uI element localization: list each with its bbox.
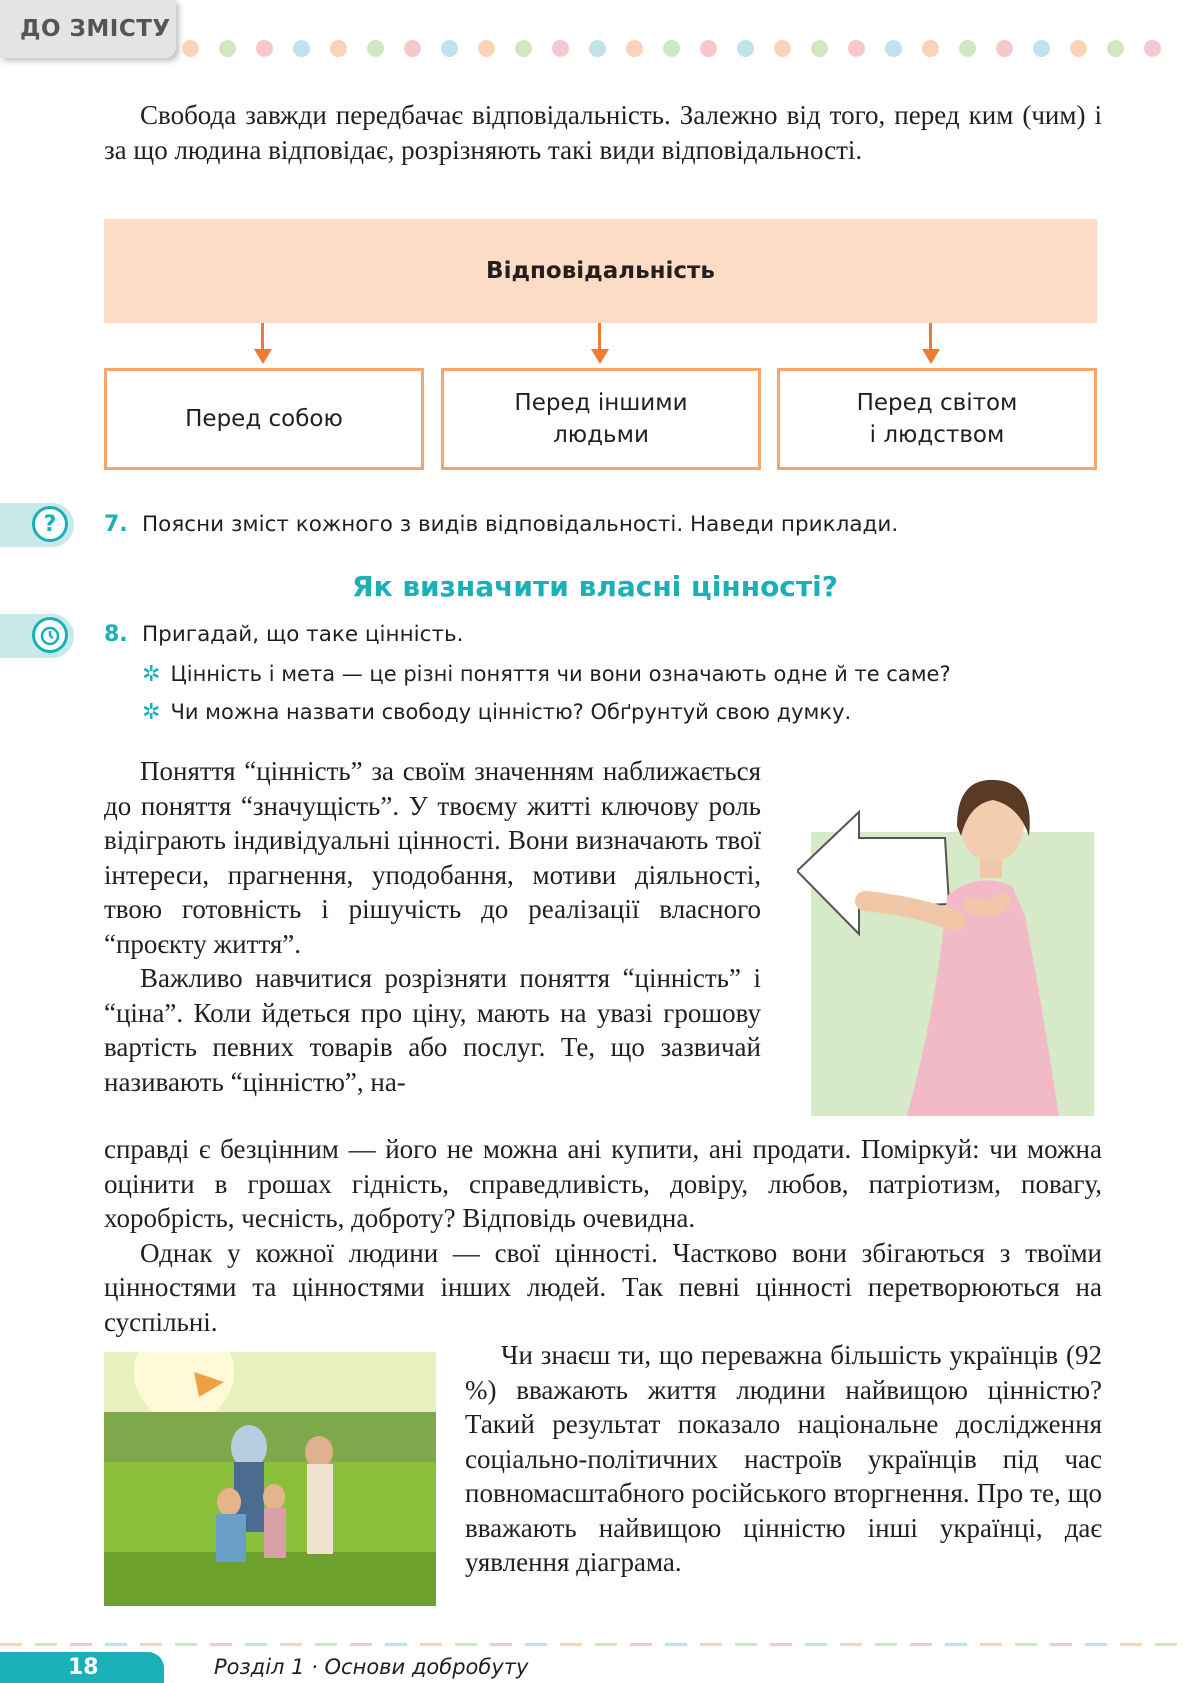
scheme-title: Відповідальність bbox=[104, 219, 1097, 323]
footer-dash-segment bbox=[280, 1643, 302, 1646]
footer-dash-segment bbox=[1155, 1643, 1177, 1646]
decorative-dot bbox=[515, 40, 532, 57]
decorative-dot bbox=[219, 40, 236, 57]
decorative-dot bbox=[256, 40, 273, 57]
footer-divider bbox=[0, 1643, 1190, 1647]
decorative-dot bbox=[1033, 40, 1050, 57]
footer-dash-segment bbox=[70, 1643, 92, 1646]
decorative-dot bbox=[700, 40, 717, 57]
footer-dash-segment bbox=[1085, 1643, 1107, 1646]
box-line: Перед світом bbox=[856, 390, 1018, 416]
footer-dash-segment bbox=[525, 1643, 547, 1646]
scheme-box-self bbox=[104, 368, 424, 470]
family-in-park-photo bbox=[104, 1352, 436, 1606]
box-line: і людством bbox=[869, 422, 1005, 448]
footer-dash-segment bbox=[735, 1643, 757, 1646]
footer-dash-segment bbox=[1120, 1643, 1142, 1646]
timer-icon bbox=[32, 617, 68, 653]
bullet-item bbox=[142, 700, 851, 725]
decorative-dot bbox=[626, 40, 643, 57]
fact-block bbox=[465, 1338, 1102, 1580]
footer-dash-segment bbox=[385, 1643, 407, 1646]
footer-dash-segment bbox=[805, 1643, 827, 1646]
footer-dash-segment bbox=[245, 1643, 267, 1646]
footer-dash-segment bbox=[455, 1643, 477, 1646]
decorative-dot bbox=[367, 40, 384, 57]
body-paragraph: справді є безцінним — його не можна ані купити, ані продати. Поміркуй: чи можна оцінити в грошах гідність, справедливість, довіру, любов, патріотизм, повагу, хоробрість, чесність, доброту? Відповідь очевидна. bbox=[104, 1134, 1102, 1233]
scheme-box-world bbox=[777, 368, 1097, 470]
footer-dash-segment bbox=[0, 1643, 22, 1646]
footer-dash-segment bbox=[910, 1643, 932, 1646]
footer-dash-segment bbox=[210, 1643, 232, 1646]
decorative-dot bbox=[441, 40, 458, 57]
girl-with-arrow-photo bbox=[797, 776, 1094, 1116]
footer-dash-segment bbox=[350, 1643, 372, 1646]
body-fullwidth bbox=[104, 1132, 1102, 1339]
footer-dash-segment bbox=[840, 1643, 862, 1646]
bullet-text: Цінність і мета — це різні поняття чи вони означають одне й те саме? bbox=[170, 662, 951, 686]
footer-dash-segment bbox=[665, 1643, 687, 1646]
decorative-dot bbox=[478, 40, 495, 57]
footer-dash-segment bbox=[175, 1643, 197, 1646]
question-number: 7. bbox=[104, 512, 128, 537]
footer-dash-segment bbox=[105, 1643, 127, 1646]
body-paragraph: Чи знаєш ти, що переважна більшість українців (92 %) вважають життя людини найвищою цінністю? Такий результат показало національне дослідження соціально-політичних настроїв українців під час повномасштабного російського вторгнення. Про те, що вважають найвищою цінністю інші українці, дає уявлення діаграма. bbox=[465, 1340, 1102, 1577]
decorative-dot bbox=[996, 40, 1013, 57]
body-paragraph: Важливо навчитися розрізняти поняття “цінність” і “ціна”. Коли йдеться про ціну, мають на увазі грошову вартість певних товарів або послуг. Те, що зазвичай називають “цінністю”, на- bbox=[104, 963, 761, 1097]
question-text: Пригадай, що таке цінність. bbox=[142, 622, 464, 647]
question-text: Поясни зміст кожного з видів відповідальності. Наведи приклади. bbox=[142, 512, 899, 537]
box-line: Перед іншими bbox=[514, 390, 688, 416]
question-number: 8. bbox=[104, 622, 128, 647]
footer-dash-segment bbox=[1050, 1643, 1072, 1646]
body-paragraph: Поняття “цінність” за своїм значенням наближається до поняття “значущість”. У твоєму житті ключову роль відіграють індивідуальні цінності. Вони визначають твої інтереси, прагнення, уподобання, мотиви діяльності, твою готовність і рішучість до реалізації власного “проєкту життя”. bbox=[104, 756, 761, 959]
footer-dash-segment bbox=[315, 1643, 337, 1646]
decorative-dot bbox=[1144, 40, 1161, 57]
footer-dash-segment bbox=[35, 1643, 57, 1646]
question-marker bbox=[0, 503, 74, 547]
footer-dash-segment bbox=[875, 1643, 897, 1646]
section-heading: Як визначити власні цінності? bbox=[352, 570, 838, 603]
box-line: Перед собою bbox=[185, 406, 343, 432]
decorative-dot bbox=[589, 40, 606, 57]
scheme-box-others bbox=[441, 368, 761, 470]
bullet-item bbox=[142, 662, 951, 687]
decorative-dot bbox=[959, 40, 976, 57]
arrow-down-icon bbox=[254, 323, 272, 365]
decorative-dot bbox=[811, 40, 828, 57]
footer-dash-segment bbox=[595, 1643, 617, 1646]
arrow-down-icon bbox=[591, 323, 609, 365]
decorative-dot bbox=[293, 40, 310, 57]
decorative-dot bbox=[1070, 40, 1087, 57]
decorative-dot bbox=[404, 40, 421, 57]
arrow-down-icon bbox=[922, 323, 940, 365]
footer-dash-segment bbox=[490, 1643, 512, 1646]
chapter-title: Розділ 1 · Основи добробуту bbox=[214, 1655, 529, 1679]
footer-dash-segment bbox=[630, 1643, 652, 1646]
box-line: людьми bbox=[553, 422, 649, 448]
footer-dash-segment bbox=[945, 1643, 967, 1646]
decorative-dot bbox=[1107, 40, 1124, 57]
decorative-dot bbox=[922, 40, 939, 57]
decorative-dot bbox=[848, 40, 865, 57]
decorative-dot bbox=[663, 40, 680, 57]
footer-dash-segment bbox=[980, 1643, 1002, 1646]
intro-text bbox=[104, 98, 1102, 167]
task-marker bbox=[0, 614, 74, 658]
body-column bbox=[104, 754, 761, 1099]
footer-dash-segment bbox=[700, 1643, 722, 1646]
decorative-dot bbox=[737, 40, 754, 57]
question-mark-icon: ? bbox=[32, 506, 68, 542]
decorative-dot bbox=[182, 40, 199, 57]
decorative-dot bbox=[774, 40, 791, 57]
decorative-dot bbox=[330, 40, 347, 57]
decorative-dot bbox=[885, 40, 902, 57]
table-of-contents-button[interactable]: ДО ЗМІСТУ bbox=[0, 0, 176, 58]
footer-dash-segment bbox=[1015, 1643, 1037, 1646]
bullet-text: Чи можна назвати свободу цінністю? Обґрунтуй свою думку. bbox=[170, 700, 852, 724]
intro-paragraph: Свобода завжди передбачає відповідальність. Залежно від того, перед ким (чим) і за що людина відповідає, розрізняють такі види відповідальності. bbox=[104, 100, 1102, 165]
footer-dash-segment bbox=[560, 1643, 582, 1646]
sun-bullet-icon: ✲ bbox=[142, 700, 161, 725]
decorative-dot bbox=[552, 40, 569, 57]
page-number: 18 bbox=[0, 1652, 164, 1683]
body-paragraph: Однак у кожної людини — свої цінності. Частково вони збігаються з твоїми цінностями та цінностями інших людей. Так певні цінності перетворюються на суспільні. bbox=[104, 1237, 1102, 1337]
footer-dash-segment bbox=[420, 1643, 442, 1646]
footer-dash-segment bbox=[770, 1643, 792, 1646]
sun-bullet-icon: ✲ bbox=[142, 662, 161, 687]
footer-dash-segment bbox=[140, 1643, 162, 1646]
decorative-dots bbox=[182, 40, 1182, 58]
